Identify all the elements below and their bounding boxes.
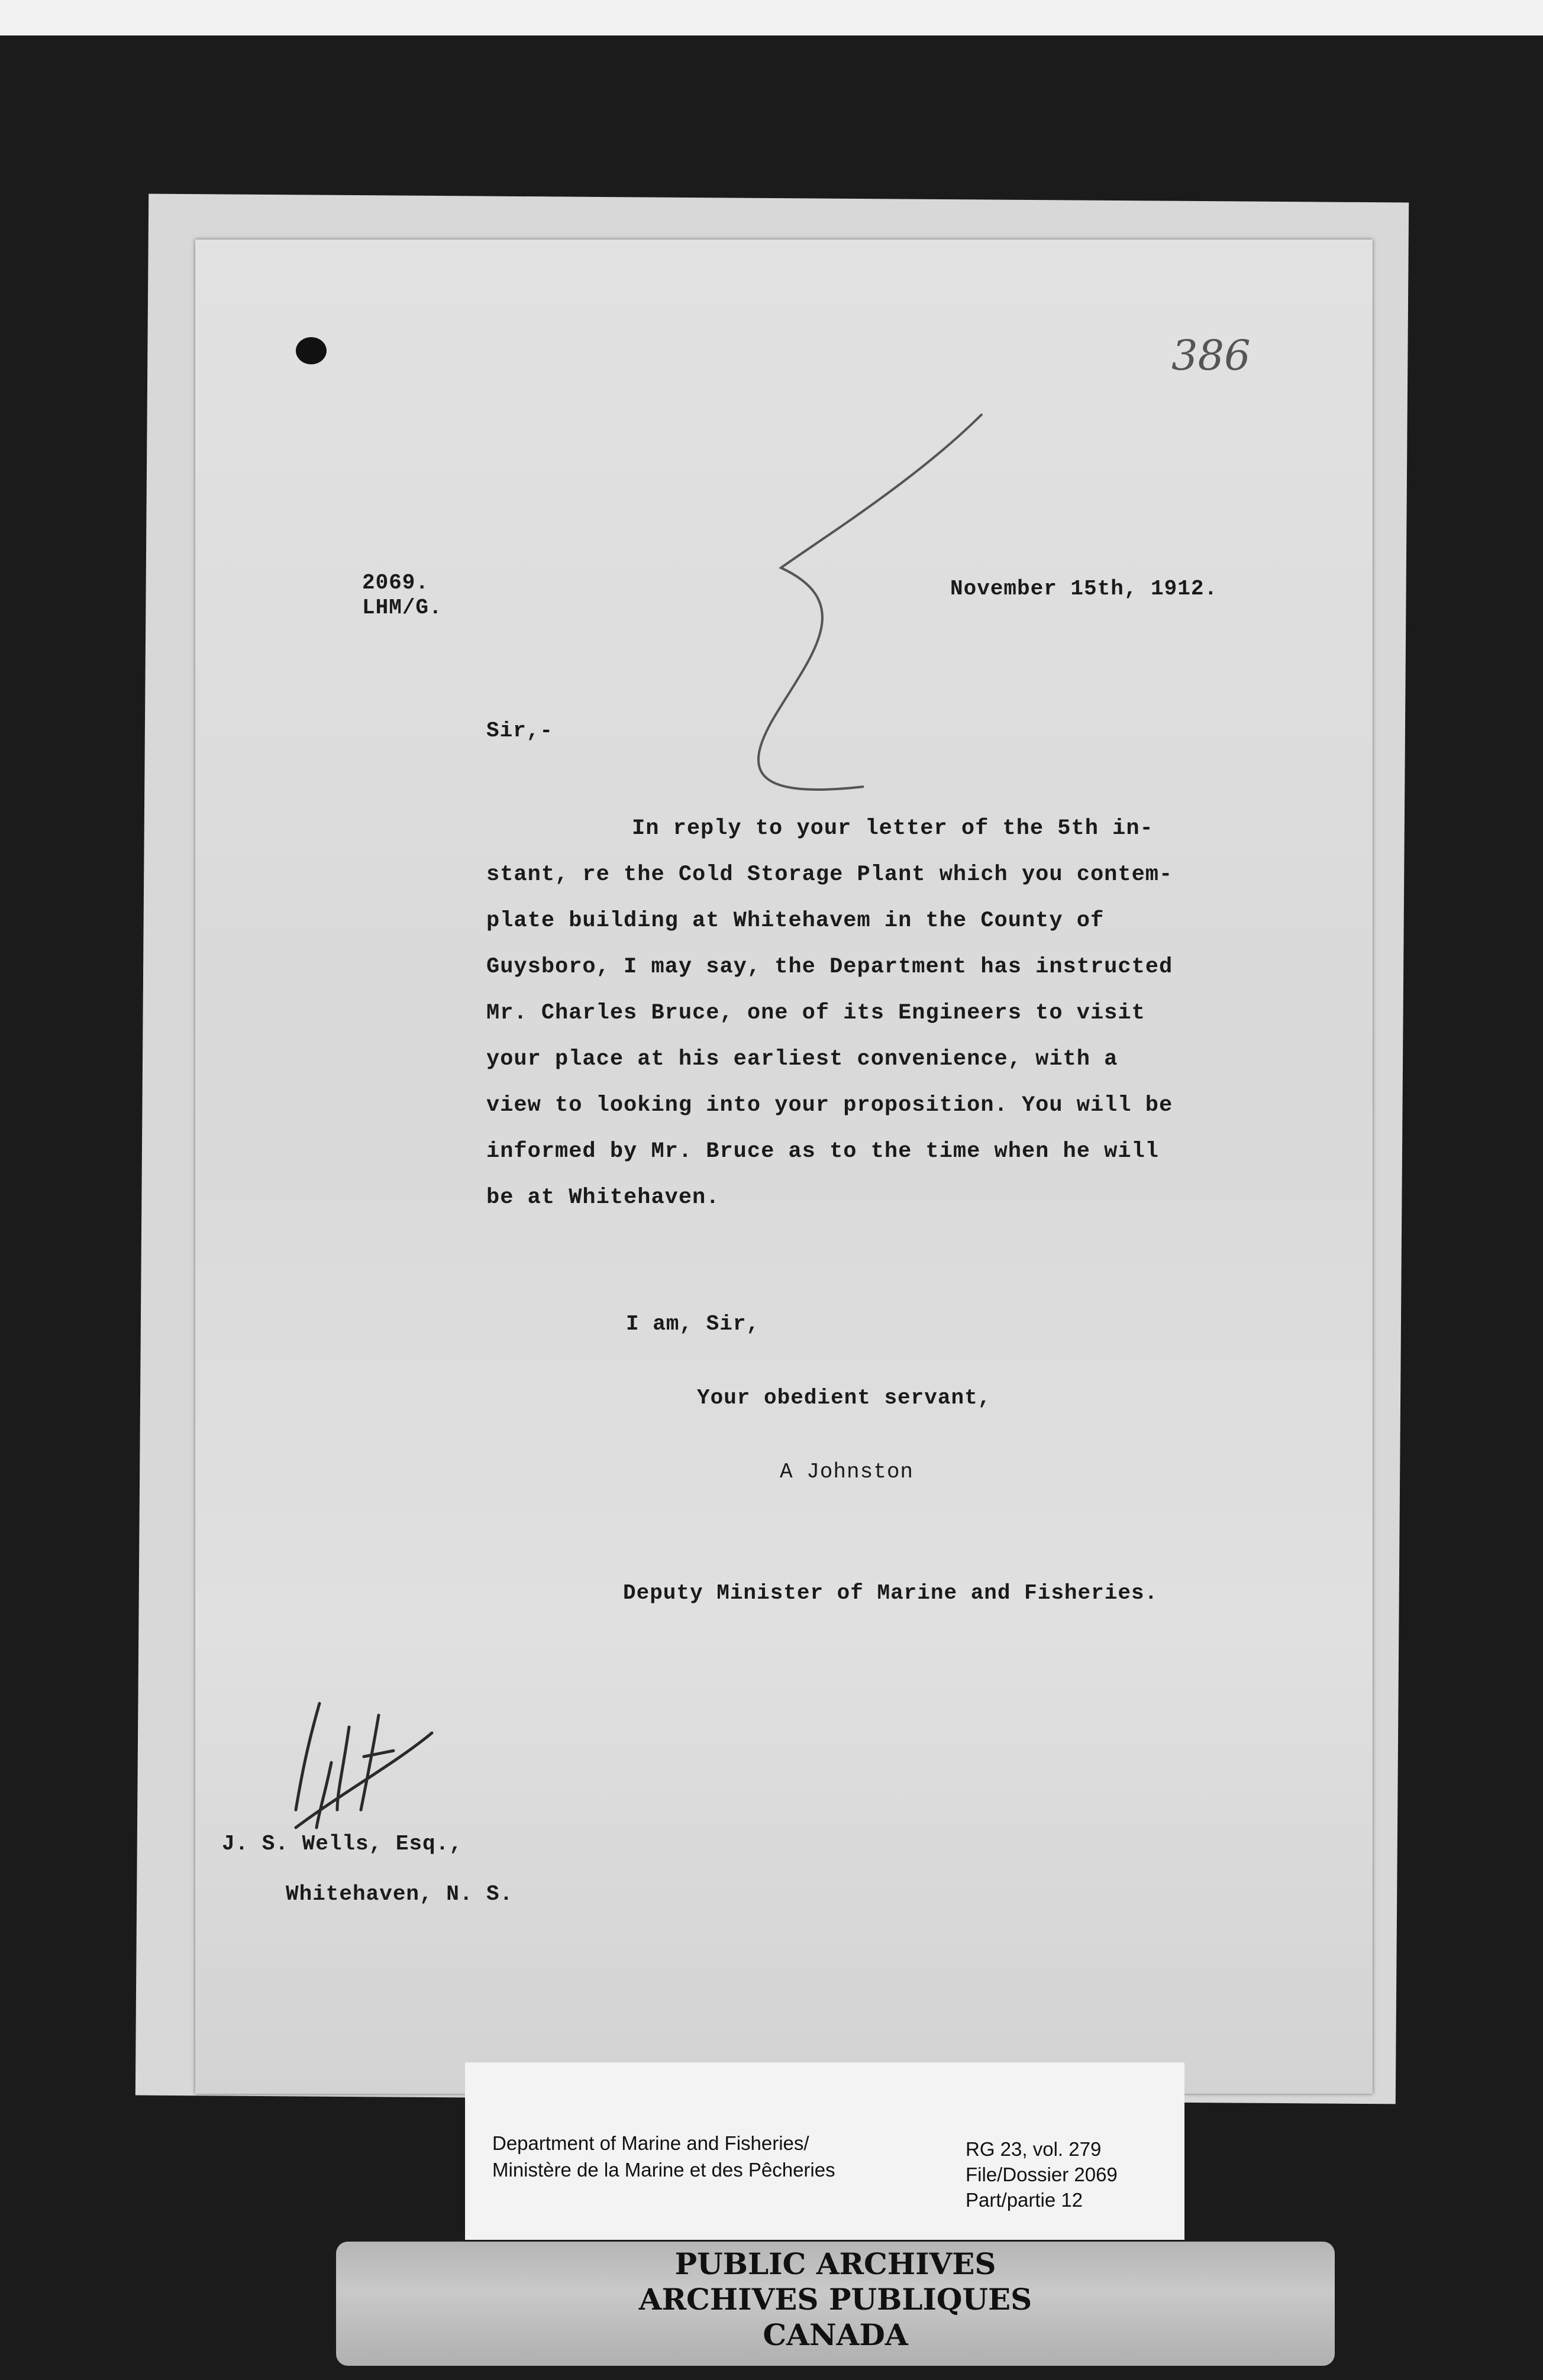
stamp-line-1: PUBLIC ARCHIVES: [674, 2246, 996, 2281]
letter-date: November 15th, 1912.: [950, 577, 1218, 601]
file-number: 2069.: [362, 571, 430, 595]
body-line: In reply to your letter of the 5th in-: [632, 816, 1154, 841]
body-line: Mr. Charles Bruce, one of its Engineers to visit: [486, 1001, 1145, 1026]
body-line: stant, re the Cold Storage Plant which you contem-: [486, 862, 1173, 887]
label-department-fr: Ministère de la Marine et des Pêcheries: [492, 2159, 835, 2181]
recipient-name: J. S. Wells, Esq.,: [222, 1832, 463, 1856]
punch-hole: [296, 337, 327, 364]
closing-line: I am, Sir,: [626, 1312, 760, 1336]
stamp-line-3: CANADA: [763, 2317, 908, 2352]
body-line: view to looking into your proposition. You will be: [486, 1093, 1173, 1118]
signer-name: A Johnston: [780, 1460, 914, 1484]
label-department-en: Department of Marine and Fisheries/: [492, 2132, 809, 2154]
body-line: informed by Mr. Bruce as to the time when he will: [486, 1139, 1159, 1164]
body-line: Guysboro, I may say, the Department has instructed: [486, 955, 1173, 979]
signer-title: Deputy Minister of Marine and Fisheries.: [623, 1581, 1158, 1605]
body-line: be at Whitehaven.: [486, 1185, 720, 1210]
pencil-mark-icon: [740, 408, 988, 810]
label-record-group: RG 23, vol. 279: [966, 2138, 1102, 2160]
salutation: Sir,-: [486, 719, 554, 743]
body-line: your place at his earliest convenience, with a: [486, 1047, 1118, 1072]
folio-number: 386: [1171, 331, 1251, 380]
label-file: File/Dossier 2069: [966, 2164, 1118, 2185]
body-line: plate building at Whitehavem in the County of: [486, 908, 1105, 933]
label-part: Part/partie 12: [966, 2189, 1083, 2211]
recipient-place: Whitehaven, N. S.: [286, 1882, 514, 1906]
closing-line: Your obedient servant,: [697, 1386, 992, 1410]
archives-stamp: [336, 2242, 1335, 2366]
film-frame-top: [0, 0, 1543, 35]
stamp-line-2: ARCHIVES PUBLIQUES: [638, 2282, 1032, 2317]
initials: LHM/G.: [362, 596, 443, 620]
